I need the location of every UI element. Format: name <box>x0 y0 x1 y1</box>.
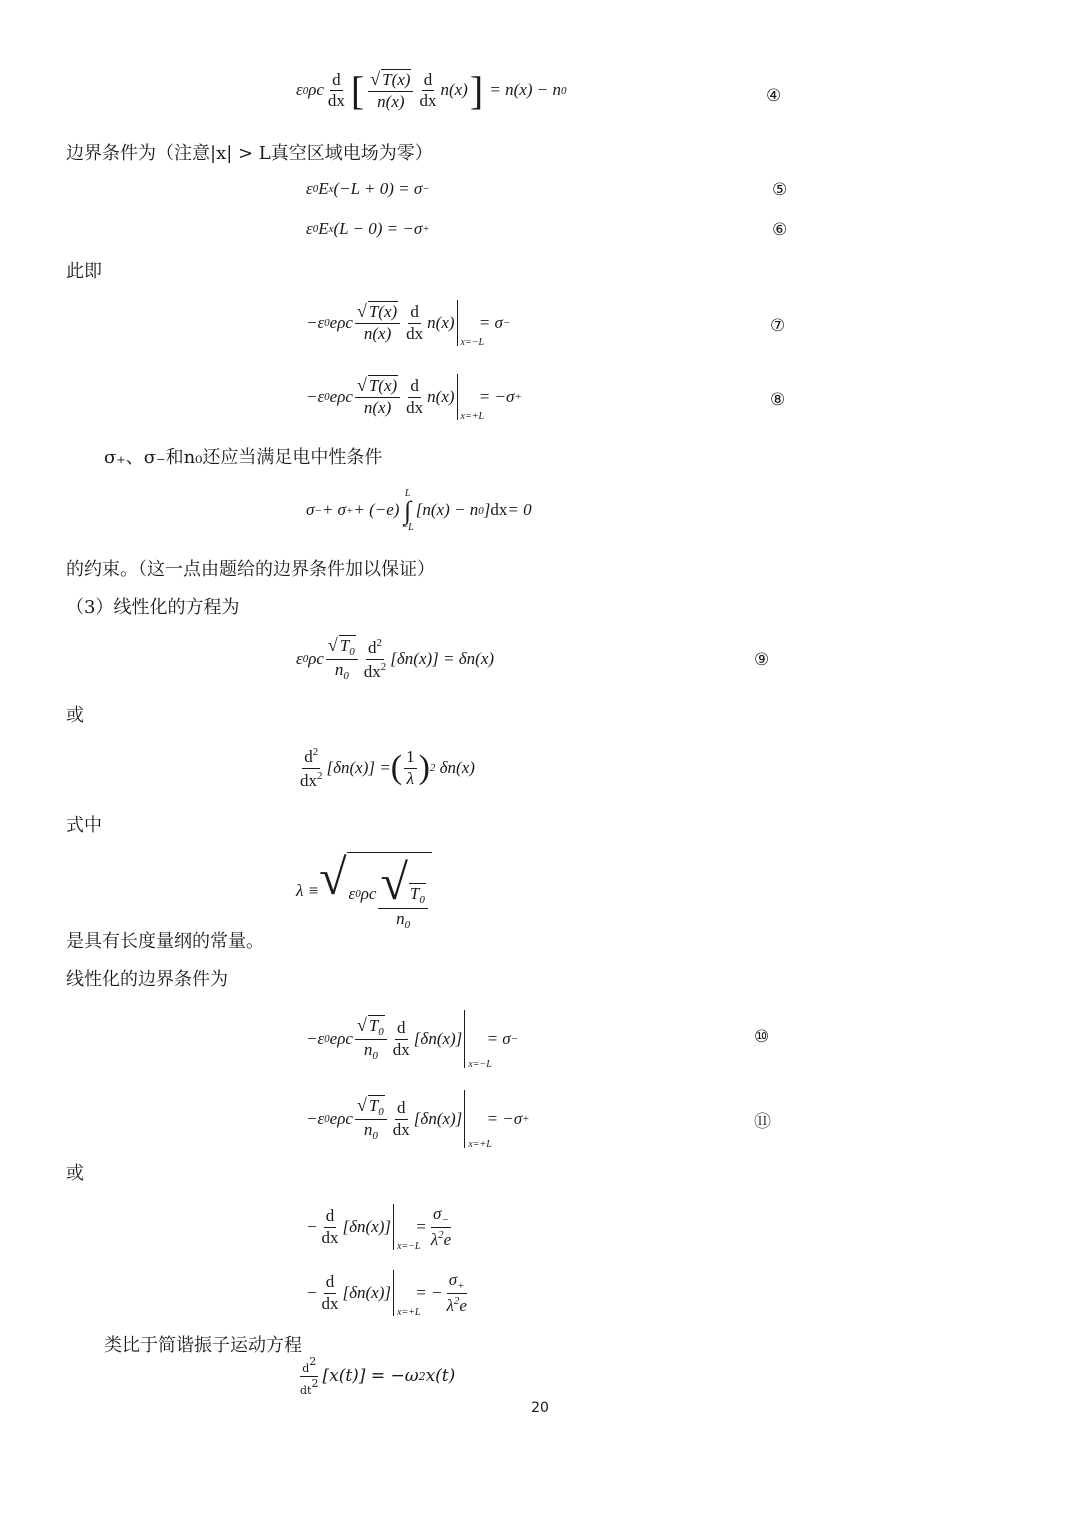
equation-number-9: ⑨ <box>754 650 770 670</box>
equation-number-7: ⑦ <box>770 316 786 336</box>
equation-number-10: ⑩ <box>754 1027 770 1047</box>
equation-6: ε 0 E x (L − 0) = −σ + <box>306 219 430 238</box>
lambda-definition: λ ≡ √ ε 0 ρc $\frac{√ T_0}{n_0}$ <box>296 852 432 931</box>
equation-number-8: ⑧ <box>770 390 786 410</box>
lambda-description: 是具有长度量纲的常量。 <box>66 931 264 952</box>
or-text-1: 或 <box>66 705 84 726</box>
simplified-bc-minus: − $\frac{d}{dx}$ [δn(x)] x=−L = $\frac{\sigma_-}{\lambda^2e}$ <box>306 1203 452 1252</box>
or-text-2: 或 <box>66 1163 84 1184</box>
boundary-intro-text: 边界条件为（注意|x| > L真空区域电场为零） <box>66 143 433 164</box>
equation-7: −ε 0 eρc $\frac{√ T(x)}{n(x)}$ $\frac{d}{dx}$ n(x) x=−L = σ − <box>306 301 511 348</box>
equation-5: ε 0 E x (−L + 0) = σ − <box>306 179 430 198</box>
neutrality-equation: σ − + σ + + (−e) L ∫ −L [n(x) − n 0 ] dx = 0 <box>306 488 532 534</box>
equation-number-11: ⑪ <box>754 1112 771 1132</box>
simplified-bc-plus: − $\frac{d}{dx}$ [δn(x)] x=+L = − $\frac{\sigma_+}{\lambda^2e}$ <box>306 1269 467 1318</box>
equation-9: ε 0 ρc $\frac{√ T_0}{n_0}$ $\frac{d^2}{dx^2}$ [δn(x)] = δn(x) <box>296 635 495 683</box>
equation-4: ε 0 ρc $\frac{d}{dx}$ [ $\frac{√ T(x)}{n(x)}$ $\frac{d}{dx}$ n(x) ] = n(x) − n 0 <box>296 67 567 113</box>
linear-bc-heading: 线性化的边界条件为 <box>66 969 228 990</box>
harmonic-oscillator-equation: $\frac{d2}{dt2}$ [x(t)] = −ω 2 x(t) <box>300 1355 456 1398</box>
this-is-text: 此即 <box>66 261 102 282</box>
neutrality-text: σ₊、σ₋和n₀还应当满足电中性条件 <box>104 447 383 468</box>
page-number: 20 <box>531 1400 549 1416</box>
constraint-note-text: 的约束。（这一点由题给的边界条件加以保证） <box>66 559 435 580</box>
equation-10: −ε 0 eρc $\frac{√ T_0}{n_0}$ $\frac{d}{dx}$ [δn(x)] x=−L = σ − <box>306 1010 518 1068</box>
equation-11: −ε 0 eρc $\frac{√ T_0}{n_0}$ $\frac{d}{dx}$ [δn(x)] x=+L = −σ + <box>306 1090 530 1148</box>
section-3-heading: （3）线性化的方程为 <box>66 597 240 618</box>
where-text: 式中 <box>66 815 102 836</box>
analogy-text: 类比于简谐振子运动方程 <box>104 1335 302 1356</box>
equation-8: −ε 0 eρc $\frac{√ T(x)}{n(x)}$ $\frac{d}{dx}$ n(x) x=+L = −σ + <box>306 375 522 422</box>
equation-number-4: ④ <box>766 86 782 106</box>
equation-number-5: ⑤ <box>772 180 788 200</box>
second-order-equation: $\frac{d^2}{dx^2}$ [δn(x)] = ( $\frac{1}{\lambda}$ ) 2 δn(x) <box>300 746 475 790</box>
equation-number-6: ⑥ <box>772 220 788 240</box>
